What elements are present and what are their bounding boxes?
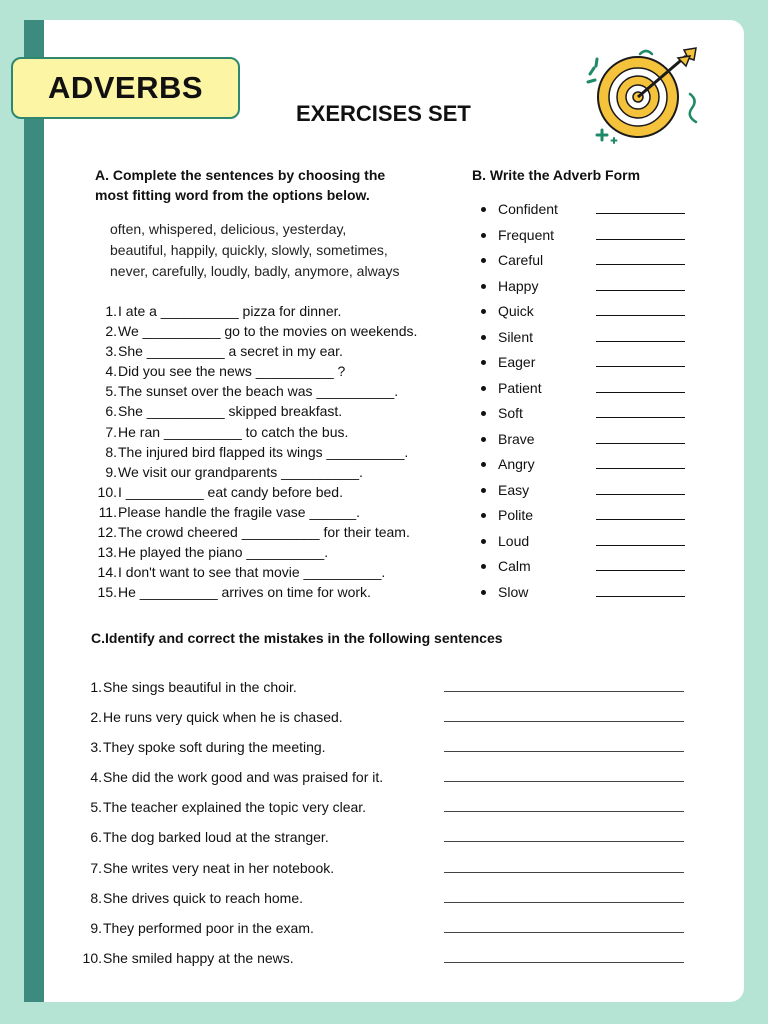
- list-item: Slow: [478, 582, 688, 608]
- list-item: 6. She __________ skipped breakfast.: [105, 403, 343, 420]
- answer-line: [444, 751, 684, 752]
- list-item: 9. They performed poor in the exam.: [78, 918, 688, 948]
- answer-line: [444, 841, 684, 842]
- section-a-heading: A. Complete the sentences by choosing the most fitting word from the options below.: [95, 167, 386, 203]
- list-item: 14. I don't want to see that movie __________.: [97, 564, 386, 581]
- section-b-heading: B. Write the Adverb Form: [472, 167, 641, 183]
- list-item: 3. She __________ a secret in my ear.: [105, 343, 343, 360]
- answer-line: [596, 545, 685, 546]
- answer-line: [596, 213, 685, 214]
- list-item: 7. He ran __________ to catch the bus.: [105, 423, 349, 440]
- list-item: Easy: [478, 480, 688, 506]
- word-options: often, whispered, delicious, yesterday, beautiful, happily, quickly, slowly, sometimes, never, carefully, loudly, badly, anymore, always: [110, 221, 400, 279]
- list-item: 8. She drives quick to reach home.: [78, 888, 688, 918]
- list-item: 1. She sings beautiful in the choir.: [78, 677, 688, 707]
- list-item: Polite: [478, 505, 688, 531]
- answer-line: [596, 417, 685, 418]
- page-subtitle: EXERCISES SET: [296, 101, 471, 126]
- answer-line: [596, 519, 685, 520]
- list-item: 5. The teacher explained the topic very clear.: [78, 797, 688, 827]
- answer-line: [596, 443, 685, 444]
- list-item: Loud: [478, 531, 688, 557]
- list-item: 2. We __________ go to the movies on weekends.: [105, 323, 418, 340]
- list-item: 10. I __________ eat candy before bed.: [97, 483, 343, 500]
- list-item: 13. He played the piano __________.: [97, 544, 329, 561]
- list-item: Soft: [478, 403, 688, 429]
- answer-line: [596, 239, 685, 240]
- list-item: 5. The sunset over the beach was __________.: [105, 383, 399, 400]
- side-stripe: [24, 20, 44, 1002]
- list-item: Calm: [478, 556, 688, 582]
- list-item: Confident: [478, 199, 688, 225]
- answer-line: [596, 341, 685, 342]
- answer-line: [444, 872, 684, 873]
- list-item: 1. I ate a __________ pizza for dinner.: [105, 303, 342, 319]
- answer-line: [596, 315, 685, 316]
- section-a-list: [90, 301, 417, 602]
- answer-line: [444, 902, 684, 903]
- title-badge: ADVERBS: [11, 57, 240, 119]
- section-c-list: [78, 677, 688, 978]
- list-item: 2. He runs very quick when he is chased.: [78, 707, 688, 737]
- target-arrow-icon: [586, 46, 708, 146]
- list-item: Brave: [478, 429, 688, 455]
- answer-line: [444, 811, 684, 812]
- section-b-list: [478, 199, 688, 607]
- answer-line: [596, 392, 685, 393]
- list-item: 3. They spoke soft during the meeting.: [78, 737, 688, 767]
- answer-line: [444, 962, 684, 963]
- answer-line: [596, 494, 685, 495]
- list-item: Careful: [478, 250, 688, 276]
- list-item: Quick: [478, 301, 688, 327]
- answer-line: [596, 570, 685, 571]
- list-item: 6. The dog barked loud at the stranger.: [78, 827, 688, 857]
- section-c-heading: C.Identify and correct the mistakes in the following sentences: [91, 630, 503, 646]
- list-item: 10. She smiled happy at the news.: [78, 948, 688, 978]
- answer-line: [444, 691, 684, 692]
- answer-line: [596, 596, 685, 597]
- answer-line: [596, 290, 685, 291]
- list-item: Silent: [478, 327, 688, 353]
- list-item: 15. He __________ arrives on time for work.: [97, 584, 371, 601]
- list-item: 12. The crowd cheered __________ for their team.: [97, 524, 410, 541]
- list-item: Happy: [478, 276, 688, 302]
- list-item: Patient: [478, 378, 688, 404]
- list-item: 9. We visit our grandparents __________.: [105, 463, 363, 480]
- list-item: 4. She did the work good and was praised for it.: [78, 767, 688, 797]
- list-item: 11. Please handle the fragile vase ______.: [98, 503, 361, 520]
- list-item: Eager: [478, 352, 688, 378]
- list-item: Angry: [478, 454, 688, 480]
- list-item: 4. Did you see the news __________ ?: [105, 363, 346, 380]
- answer-line: [596, 366, 685, 367]
- list-item: 8. The injured bird flapped its wings __________.: [105, 443, 409, 460]
- answer-line: [444, 721, 684, 722]
- answer-line: [596, 468, 685, 469]
- list-item: Frequent: [478, 225, 688, 251]
- answer-line: [596, 264, 685, 265]
- list-item: 7. She writes very neat in her notebook.: [78, 858, 688, 888]
- answer-line: [444, 781, 684, 782]
- answer-line: [444, 932, 684, 933]
